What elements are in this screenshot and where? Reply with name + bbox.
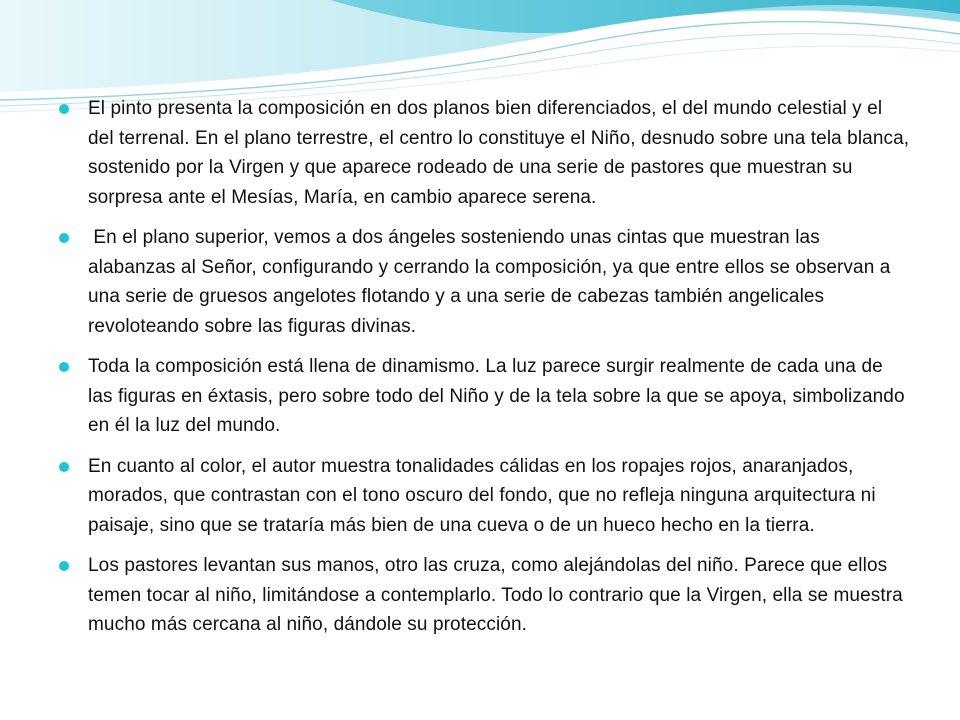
bullet-dot-icon: [59, 233, 69, 243]
bullet-dot-icon: [59, 362, 69, 372]
content-area: [56, 94, 912, 651]
bullet-text: En el plano superior, vemos a dos ángeles sosteniendo unas cintas que muestran las alabanzas al Señor, configurando y cerrando la composición, ya que entre ellos se observan a una serie de gruesos angelotes flotando y a una serie de cabezas también angelicales revoloteando sobre las figuras divinas.: [88, 227, 896, 337]
bullet-item: [56, 94, 912, 212]
bullet-dot-icon: [59, 462, 69, 472]
bullet-text: Los pastores levantan sus manos, otro las cruza, como alejándolas del niño. Parece que ellos temen tocar al niño, limitándose a contemplarlo. Todo lo contrario que la Virgen, ella se muestra mucho más cercana al niño, dándole su protección.: [88, 555, 903, 635]
bullet-item: [56, 551, 912, 640]
bullet-text: El pinto presenta la composición en dos planos bien diferenciados, el del mundo celestial y el del terrenal. En el plano terrestre, el centro lo constituye el Niño, desnudo sobre una tela blanca, sostenido por la Virgen y que aparece rodeado de una serie de pastores que muestran su sorpresa ante el Mesías, María, en cambio aparece serena.: [88, 98, 910, 208]
bullet-list: [56, 94, 912, 640]
bullet-dot-icon: [59, 561, 69, 571]
bullet-item: [56, 223, 912, 341]
bullet-dot-icon: [59, 104, 69, 114]
bullet-text: Toda la composición está llena de dinamismo. La luz parece surgir realmente de cada una de las figuras en éxtasis, pero sobre todo del Niño y de la tela sobre la que se apoya, simbolizando en él la luz del mundo.: [88, 356, 905, 436]
bullet-item: [56, 452, 912, 541]
bullet-item: [56, 352, 912, 441]
bullet-text: En cuanto al color, el autor muestra tonalidades cálidas en los ropajes rojos, anaranjados, morados, que contrastan con el tono oscuro del fondo, que no refleja ninguna arquitectura ni paisaje, sino que se trataría más bien de una cueva o de un hueco hecho en la tierra.: [88, 455, 876, 536]
